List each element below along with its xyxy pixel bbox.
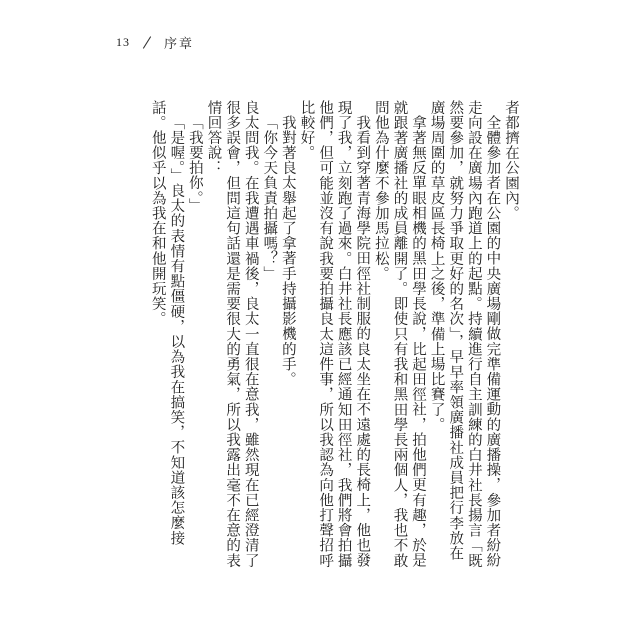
page-number: 13 bbox=[116, 34, 130, 49]
paragraph: 我看到穿著青海學院田徑社制服的良太坐在不遠處的長椅上，他也發現了我，立刻跑了過來。白井社長應該已經通知田徑社，我們將會拍攝他們，但可能並沒有說我要拍攝良太這件事，所以我認為向他打聲招呼比較好。 bbox=[298, 100, 371, 569]
paragraph: 拿著無反單眼相機的黑田學長說，比起田徑社，拍他們更有趣，於是就跟著廣播社的成員離開了。即使只有我和黑田學長兩個人，我也不敢問他為什麼不參加馬拉松。 bbox=[372, 100, 427, 569]
vertical-body-text bbox=[120, 100, 520, 570]
running-header bbox=[116, 28, 194, 56]
header-slash-divider bbox=[143, 36, 151, 48]
paragraph: 全體參加者在公園的中央廣場剛做完準備運動的廣播操，參加者紛紛走向設在廣場內跑道上的起點。持續進行自主訓練的白井社長揚言「既然要參加，就努力爭取更好的名次」，早早率領廣播社成員把行李放在廣場周圍的草皮區長椅上之後，準備上場比賽了。 bbox=[428, 100, 501, 569]
paragraph: 「你今天負責拍攝嗎？」 bbox=[261, 114, 278, 281]
paragraph: 我對著良太舉起了拿著手持攝影機的手。 bbox=[279, 114, 296, 387]
chapter-title: 序章 bbox=[164, 36, 195, 52]
paragraph: 者都擠在公園內。 bbox=[503, 100, 519, 221]
paragraph: 「我要拍你。」 bbox=[186, 114, 203, 213]
paragraph: 「是喔。」良太的表情有點僵硬，以為我在搞笑，不知道該怎麼接話。他似乎以為我在和他開玩笑。 bbox=[149, 100, 185, 546]
paragraph: 良太問我。在我遭遇車禍後，良太一直很在意我，雖然現在已經澄清了很多誤會，但問這句話還是需要很大的勇氣，所以我露出毫不在意的表情回答說： bbox=[205, 100, 259, 569]
